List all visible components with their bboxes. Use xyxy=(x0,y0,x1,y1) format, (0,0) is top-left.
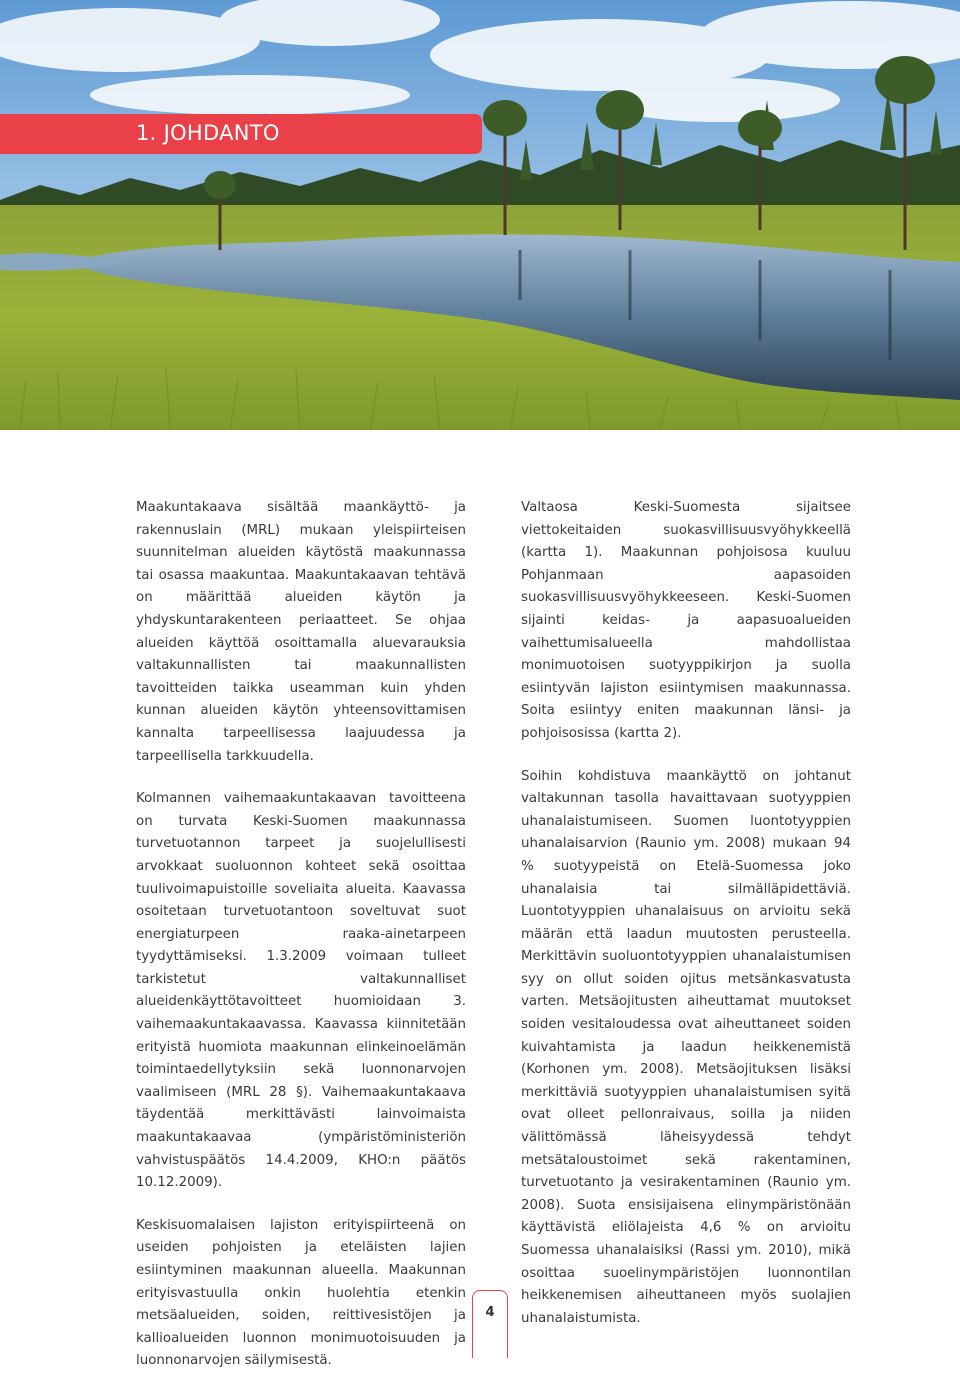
paragraph: Maakuntakaava sisältää maankäyttö- ja rakennuslain (MRL) mukaan yleispiirteisen suunnitelman alueiden käytöstä maakunnassa tai osassa maakuntaa. Maakuntakaavan tehtävä on määrittää alueiden käytön ja yhdyskuntarakenteen periaatteet. Se ohjaa alueiden käyttöä osoittamalla aluevarauksia valtakunnallisten tai maakunnallisten tavoitteiden taikka useamman kuin yhden kunnan alueiden käytön yhteensovittamisen kannalta tarpeellisessa laajuudessa ja tarpeellisella tarkkuudella. xyxy=(136,500,466,764)
bog-landscape-illustration xyxy=(0,0,960,430)
right-text-column xyxy=(521,497,851,1350)
paragraph: Kolmannen vaihemaakuntakaavan tavoitteena on turvata Keski-Suomen maakunnassa turvetuotannon tarpeet ja suojelullisesti arvokkaat suoluonnon kohteet sekä osoittaa tuulivoimapuistoille soveliaita alueita. Kaavassa osoitetaan turvetuotantoon soveltuvat suot energiaturpeen raaka-ainetarpeen tyydyttämiseksi. 1.3.2009 voimaan tulleet tarkistetut valtakunnalliset alueidenkäyttötavoitteet huomioidaan 3. vaihemaakuntakaavassa. Kaavassa kiinnitetään erityistä huomiota maakunnan elinkeinoelämän toimintaedellytyksiin sekä luonnonarvojen vaalimiseen (MRL 28 §). Vaihemaakuntakaava täydentää merkittävästi lainvoimaista maakuntakaavaa (ympäristöministeriön vahvistuspäätös 14.4.2009, KHO:n päätös 10.12.2009). xyxy=(136,791,466,1191)
page-number: 4 xyxy=(485,1305,495,1320)
paragraph: Valtaosa Keski-Suomesta sijaitsee viettokeitaiden suokasvillisuusvyöhykkeellä (kartta 1). Maakunnan pohjoisosa kuuluu Pohjanmaan aapasoiden suokasvillisuusvyöhykkeeseen. Keski-Suomen sijainti keidas- ja aapasuoalueiden vaihettumisalueella mahdollistaa monimuotoisen suotyyppikirjon ja suolla esiintyvän lajiston esiintymisen maakunnassa. Soita esiintyy eniten maakunnan länsi- ja pohjoisosissa (kartta 2). xyxy=(521,500,851,741)
section-title-banner xyxy=(0,114,482,154)
paragraph: Soihin kohdistuva maankäyttö on johtanut valtakunnan tasolla havaittavaan suotyyppien uhanalaistumiseen. Suomen luontotyyppien uhanalaisarvion (Raunio ym. 2008) mukaan 94 % suotyypeistä on Etelä-Suomessa joko uhanalaisia tai silmälläpidettäviä. Luontotyyppien uhanalaisuus on arvioitu sekä määrän että laadun muutosten perusteella. Merkittävin suoluontotyyppien uhanalaistumisen syy on ollut soiden ojitus metsänkasvatusta varten. Metsäojitusten aiheuttamat muutokset soiden vesitaloudessa ovat aiheuttaneet soiden kuivahtamista ja laadun heikkenemistä (Korhonen ym. 2008). Metsäojituksen lisäksi merkittäviä suotyyppien uhanalaistumisen syitä ovat olleet pellonraivaus, soilla ja niiden välittömässä läheisyydessä tehdyt metsätaloustoimet sekä rakentaminen, turvetuotanto ja vesirakentaminen (Raunio ym. 2008). Suota ensisijaisena elinympäristönään käyttävistä eliölajeista 4,6 % on arvioitu Suomessa uhanalaisiksi (Rassi ym. 2010), mikä osoittaa suoelinympäristöjen luonnontilan heikkenemisen aiheuttaneen myös suolajien uhanalaistumista. xyxy=(521,768,851,1326)
paragraph: Keskisuomalaisen lajiston erityispiirteenä on useiden pohjoisten ja eteläisten lajien esiintyminen maakunnan alueella. Maakunnan erityisvastuulla onkin huolehtia etenkin metsäalueiden, soiden, reittivesistöjen ja kallioalueiden luonnon monimuotoisuuden ja luonnonarvojen säilymisestä. xyxy=(136,1217,466,1369)
hero-photo xyxy=(0,0,960,430)
left-text-column xyxy=(136,497,466,1393)
section-title: 1. JOHDANTO xyxy=(136,121,280,145)
page-number-tab xyxy=(472,1290,508,1358)
